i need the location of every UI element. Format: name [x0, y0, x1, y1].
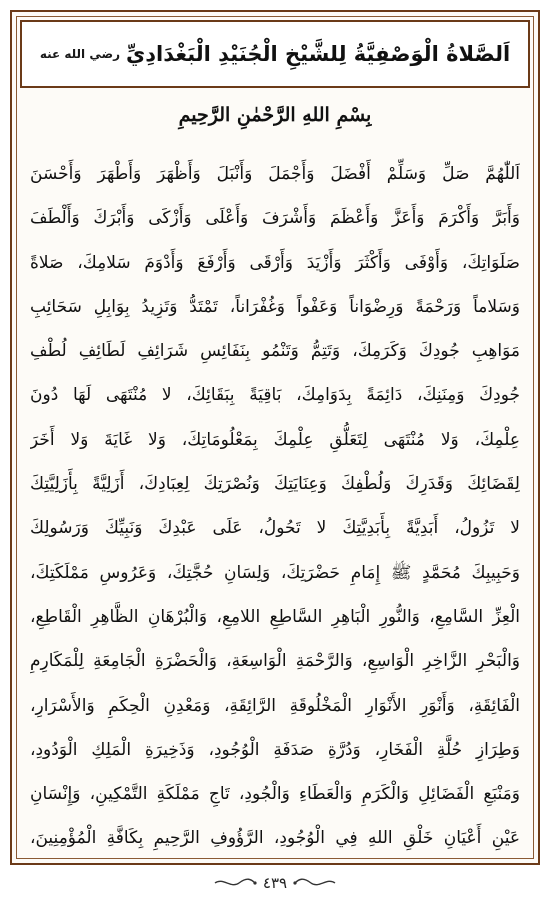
title-band [20, 20, 530, 88]
title-honorific: رضي الله عنه [39, 47, 120, 61]
text-line: مَوَاهِبِ جُودِكَ وَكَرَمِكَ، وَتَتِمُّ وَتَنْمُو بِنَفَائِسِ شَرَائِفِ لَطَائِفِ لُطْفِ [30, 341, 520, 362]
text-line: وَالْبَحْرِ الزَّاخِرِ الْوَاسِعِ، وَالرَّحْمَةِ الْوَاسِعَةِ، وَالْحَضْرَةِ الْجَامِعَةِ لِلْمَكَارِمِ [30, 651, 520, 672]
page-number: ٤٣٩ [262, 874, 288, 892]
text-line: الْعِزِّ السَّامِعِ، وَالنُّورِ الْبَاهِرِ السَّاطِعِ اللامِعِ، وَالْبُرْهَانِ الظَّاهِرِ الْقَاطِعِ، [30, 606, 520, 627]
text-line: وَحَبِيبِكَ مُحَمَّدٍ ﷺ إِمَامِ حَضْرَتِكَ، وَلِسَانِ حُجَّتِكَ، وَعَرُوسِ مَمْلَكَتِكَ، [30, 562, 520, 583]
text-line: عَيْنِ أَعْيَانِ خَلْقِ اللهِ فِي الْوُجُودِ، الرَّؤُوفِ الرَّحِيمِ بِكَافَّةِ الْمُؤْمِنِينَ، [30, 828, 520, 849]
page-title: اَلصَّلاةُ الْوَصْفِيَّةُ لِلشَّيْخِ الْجُنَيْدِ الْبَغْدَادِيِّ [125, 42, 511, 66]
text-line: صَلَوَاتِكَ، وَأَوْفَى وَأَكْثَرَ وَأَزْيَدَ وَأَرْقَى وَأَرْفَعَ وَأَدْوَمَ سَلامِكَ، صَلاةً [30, 252, 520, 273]
page-footer [0, 872, 550, 894]
text-line: وَمَنْبَعِ الْفَضَائِلِ وَالْكَرَمِ وَالْعَطَاءِ وَالْجُودِ، تَاجِ مَمْلَكَةِ التَّمْكِينِ، وَإِنْسَانِ [30, 784, 520, 805]
ornament-right-icon [293, 877, 337, 889]
text-line: لِقَضَائِكَ وَقَدَرِكَ وَلُطْفِكَ وَعِنَايَتِكَ وَنُصْرَتِكَ لِعِبَادِكَ، أَزَلِيَّةً بِأَزَلِيَّتِكَ [30, 474, 520, 495]
basmala: بِسْمِ اللهِ الرَّحْمٰنِ الرَّحِيمِ [178, 104, 372, 126]
text-line: وَطِرَازِ حُلَّةِ الْفَخَارِ، وَدُرَّةِ صَدَفَةِ الْوُجُودِ، وَذَخِيرَةِ الْمَلِكِ الْوَدُودِ، [30, 739, 520, 760]
ornament-left-icon [213, 877, 257, 889]
body-text [30, 152, 520, 861]
text-line: لا تَزُولُ، أَبَدِيَّةً بِأَبَدِيَّتِكَ لا تَحُولُ، عَلَى عَبْدِكَ وَنَبِيِّكَ وَرَسُولِكَ [30, 518, 520, 539]
text-line: عِلْمِكَ، وَلا مُنْتَهَى لِتَعَلُّقِ عِلْمِكَ بِمَعْلُومَاتِكَ، وَلا غَايَةَ وَلا أَخَرَ [30, 429, 520, 450]
text-line: جُودِكَ وَمِنَنِكَ، دَائِمَةً بِدَوَامِكَ، بَاقِيَةً بِبَقَائِكَ، لا مُنْتَهَى لَهَا دُونَ [30, 385, 520, 406]
text-line: اَللّٰهُمَّ صَلِّ وَسَلِّمْ أَفْضَلَ وَأَجْمَلَ وَأَنْبَلَ وَأَظْهَرَ وَأَطْهَرَ وَأَحْسَنَ [30, 164, 520, 184]
page-frame [10, 10, 540, 865]
text-line: وَسَلاماً وَرَحْمَةً وَرِضْوَاناً وَعَفْواً وَغُفْرَاناً، تَمْتَدُّ وَتَزِيدُ بِوَابِلِ سَحَائِبِ [30, 296, 520, 317]
text-line: الْفَائِقَةِ، وَأَنْوَرِ الأَنْوَارِ الْمَخْلُوقَةِ الرَّائِقَةِ، وَمَعْدِنِ الْحِكَمِ وَالأَسْرَارِ، [30, 695, 520, 716]
text-line: وَأَبَرَّ وَأَكْرَمَ وَأَعَزَّ وَأَعْظَمَ وَأَشْرَفَ وَأَعْلَى وَأَزْكَى وَأَبْرَكَ وَأَلْطَفَ [30, 208, 520, 229]
